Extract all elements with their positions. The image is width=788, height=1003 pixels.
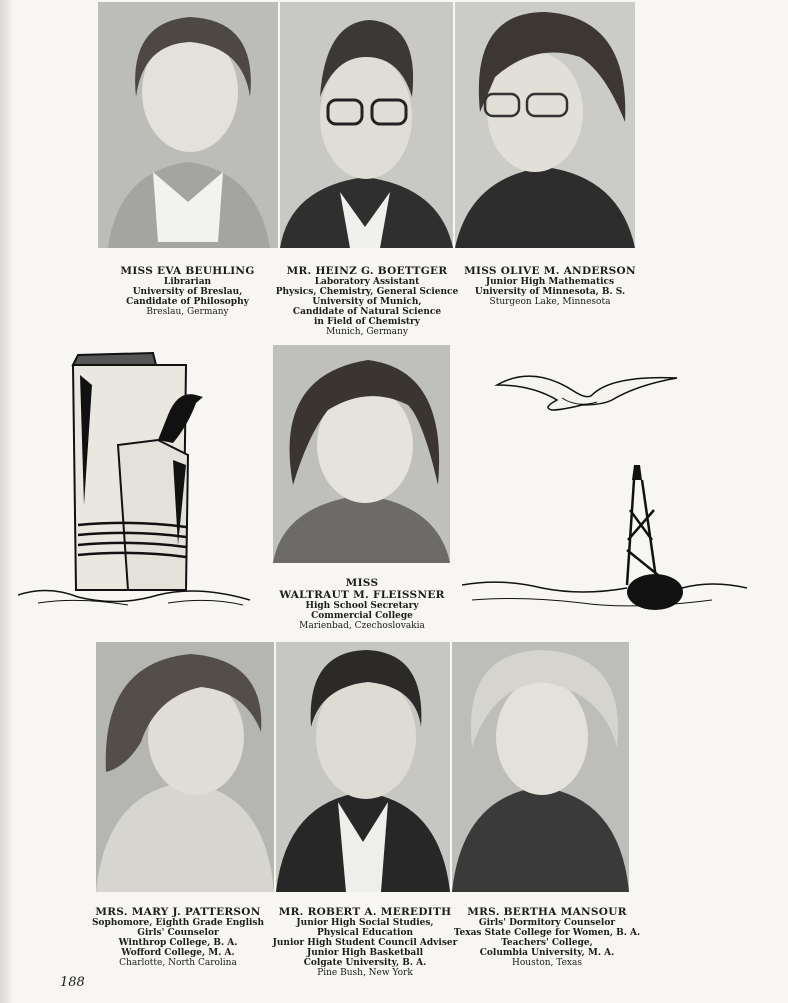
caption-fleissner (262, 577, 462, 631)
faculty-detail: Girls' Counselor (137, 928, 219, 938)
faculty-name-continued: WALTRAUT M. FLEISSNER (279, 589, 445, 601)
faculty-name: MRS. BERTHA MANSOUR (467, 906, 627, 918)
faculty-hometown: Charlotte, North Carolina (119, 958, 237, 968)
portrait-photo-icon (273, 345, 450, 563)
portrait-photo-mansour (452, 642, 629, 892)
faculty-detail: Teachers' College, (501, 938, 593, 948)
caption-beuhling (95, 265, 280, 317)
caption-mansour (452, 906, 642, 968)
faculty-detail: Junior High Basketball (306, 948, 424, 958)
faculty-detail: Candidate of Philosophy (126, 297, 249, 307)
faculty-detail: Winthrop College, B. A. (118, 938, 238, 948)
faculty-detail: Candidate of Natural Science (292, 307, 442, 317)
faculty-hometown: Sturgeon Lake, Minnesota (489, 297, 611, 307)
faculty-detail: Junior High Student Council Adviser (272, 938, 458, 948)
faculty-detail: Laboratory Assistant (314, 277, 420, 287)
page-edge-shadow (0, 0, 14, 1003)
faculty-detail: University of Minnesota, B. S. (474, 287, 626, 297)
faculty-hometown: Breslau, Germany (146, 307, 229, 317)
faculty-detail: Junior High Mathematics (485, 277, 615, 287)
faculty-name: MR. HEINZ G. BOETTGER (286, 265, 448, 277)
faculty-detail: University of Breslau, (132, 287, 243, 297)
faculty-name: MISS (345, 577, 379, 589)
caption-patterson (83, 906, 273, 968)
caption-boettger (272, 265, 462, 337)
faculty-detail: Junior High Social Studies, (296, 918, 434, 928)
faculty-detail: Columbia University, M. A. (479, 948, 615, 958)
portrait-photo-icon (452, 642, 629, 892)
faculty-detail: Librarian (163, 277, 212, 287)
page-number: 188 (60, 975, 85, 990)
portrait-photo-icon (96, 642, 274, 892)
faculty-detail: Commercial College (311, 611, 413, 621)
portrait-photo-fleissner (273, 345, 450, 563)
portrait-photo-boettger (280, 2, 453, 248)
portrait-photo-icon (276, 642, 450, 892)
caption-anderson (455, 265, 645, 307)
faculty-name: MR. ROBERT A. MEREDITH (278, 906, 452, 918)
faculty-hometown: Pine Bush, New York (317, 968, 413, 978)
portrait-photo-icon (455, 2, 635, 248)
faculty-name: MISS EVA BEUHLING (120, 265, 255, 277)
faculty-detail: High School Secretary (305, 601, 419, 611)
portrait-photo-icon (98, 2, 278, 248)
faculty-hometown: Munich, Germany (326, 327, 408, 337)
faculty-detail: Physical Education (316, 928, 414, 938)
caption-meredith (270, 906, 460, 978)
seagull-and-buoy-drawing-icon (462, 360, 747, 625)
faculty-name: MISS OLIVE M. ANDERSON (464, 265, 636, 277)
faculty-detail: in Field of Chemistry (313, 317, 421, 327)
faculty-detail: University of Munich, (312, 297, 422, 307)
faculty-name: MRS. MARY J. PATTERSON (95, 906, 261, 918)
faculty-detail: Colgate University, B. A. (303, 958, 427, 968)
faculty-detail: Texas State College for Women, B. A. (453, 928, 641, 938)
faculty-hometown: Houston, Texas (512, 958, 582, 968)
piling-with-bird-drawing-icon (18, 345, 250, 610)
faculty-detail: Physics, Chemistry, General Science (275, 287, 459, 297)
portrait-photo-patterson (96, 642, 274, 892)
portrait-photo-meredith (276, 642, 450, 892)
faculty-detail: Sophomore, Eighth Grade English (91, 918, 265, 928)
faculty-detail: Girls' Dormitory Counselor (478, 918, 616, 928)
portrait-photo-anderson (455, 2, 635, 248)
faculty-detail: Wofford College, M. A. (121, 948, 235, 958)
portrait-photo-icon (280, 2, 453, 248)
faculty-hometown: Marienbad, Czechoslovakia (299, 621, 425, 631)
portrait-photo-beuhling (98, 2, 278, 248)
